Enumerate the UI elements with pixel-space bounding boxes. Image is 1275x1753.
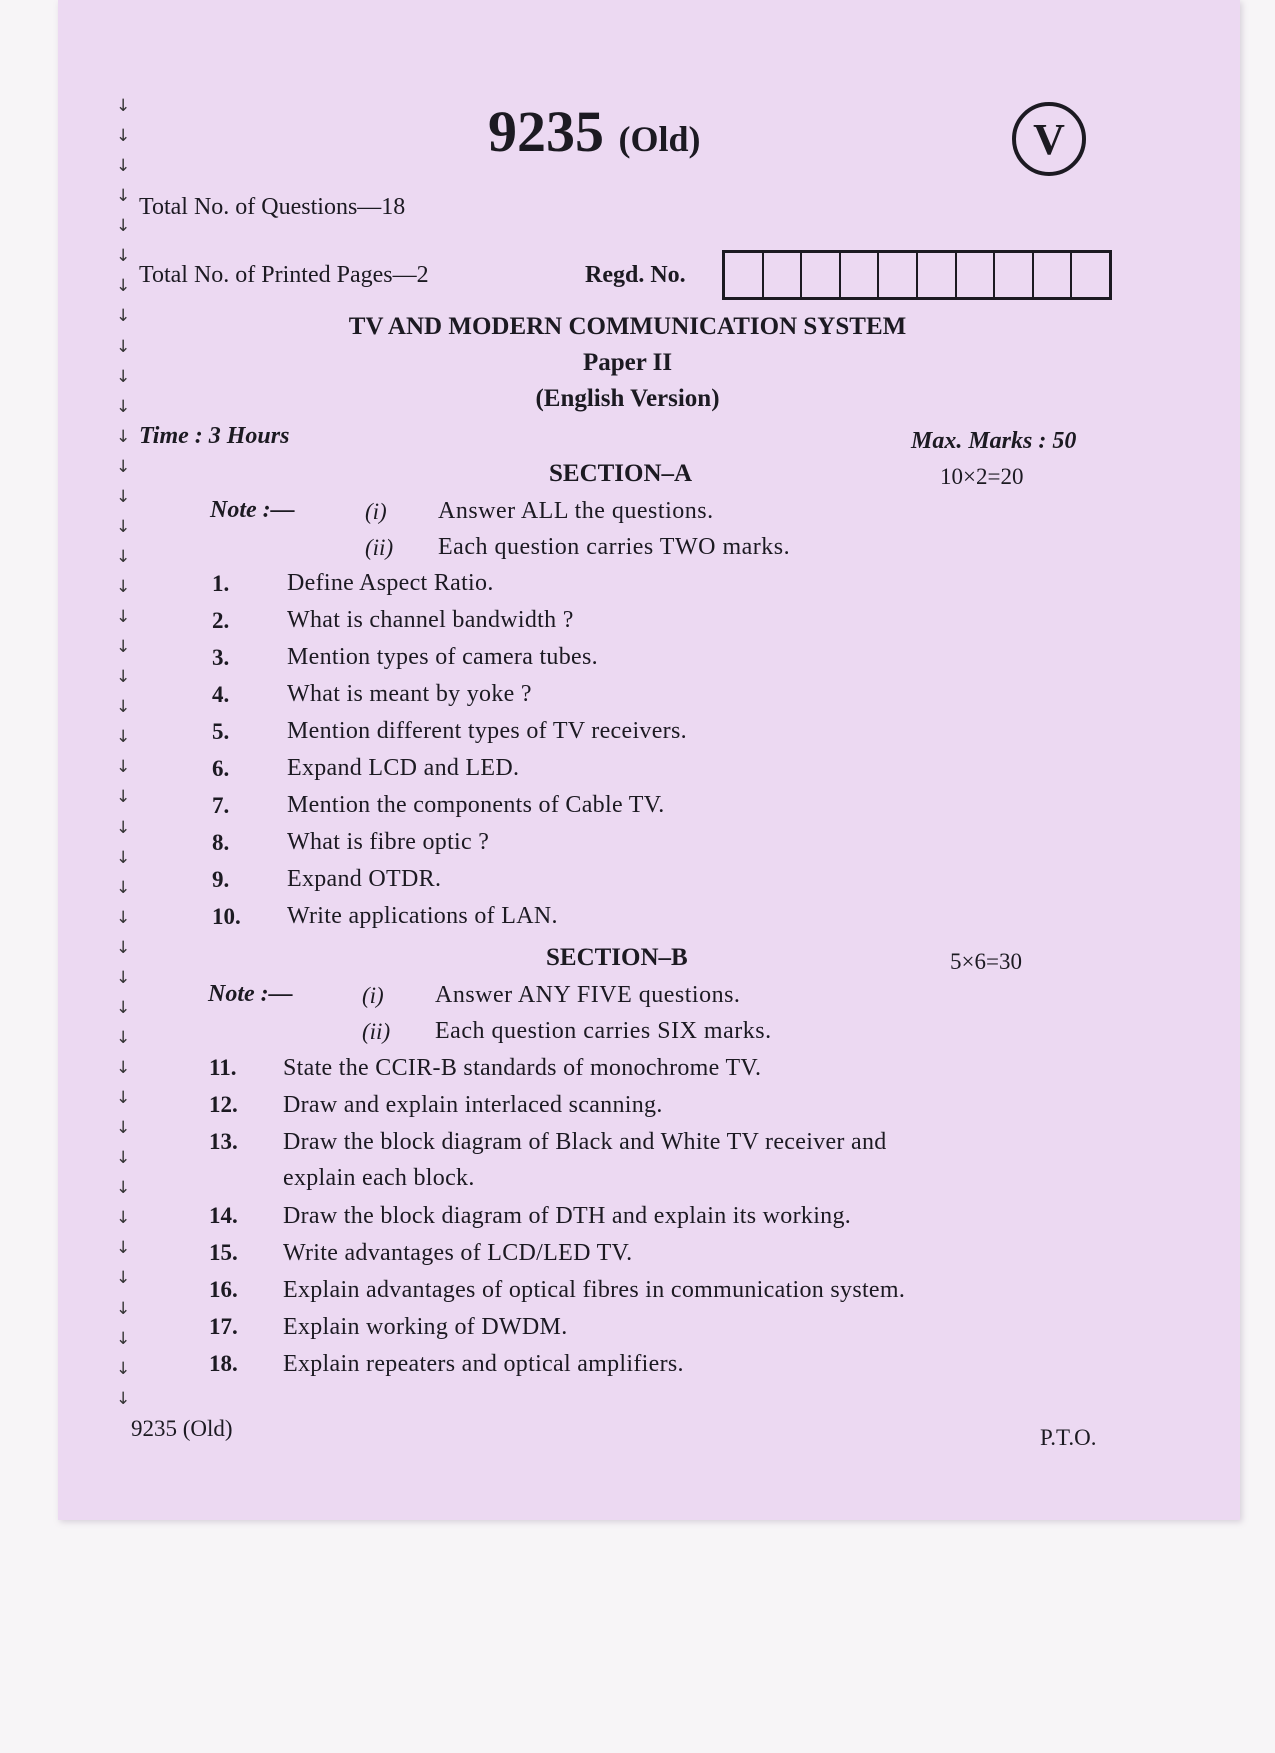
margin-arrow-icon: ↓	[116, 1118, 131, 1139]
question-text: State the CCIR-B standards of monochrome TV.	[283, 1055, 762, 1081]
margin-arrow-icon: ↓	[116, 697, 131, 718]
question-number: 16.	[209, 1277, 238, 1302]
footer-pto: P.T.O.	[1040, 1425, 1097, 1450]
section-a-heading: SECTION–A	[549, 460, 693, 487]
margin-arrow-icon: ↓	[116, 156, 131, 177]
question-text: Define Aspect Ratio.	[287, 570, 494, 596]
question-number: 14.	[209, 1203, 238, 1228]
question-number: 2.	[212, 608, 230, 633]
question-number: 12.	[209, 1092, 238, 1117]
question-text: What is fibre optic ?	[287, 829, 490, 855]
section-b-marks: 5×6=30	[950, 949, 1022, 974]
margin-arrow-icon: ↓	[116, 1238, 131, 1259]
margin-arrow-icon: ↓	[116, 426, 131, 447]
margin-arrow-icon: ↓	[116, 486, 131, 507]
question-text: What is channel bandwidth ?	[287, 607, 574, 633]
question-number: 3.	[212, 645, 230, 670]
question-number: 9.	[212, 867, 230, 892]
regd-digit-box[interactable]	[879, 253, 918, 297]
question-number: 5.	[212, 719, 230, 744]
regd-number-boxes[interactable]	[722, 250, 1112, 300]
margin-arrow-icon: ↓	[116, 456, 131, 477]
regd-digit-box[interactable]	[957, 253, 996, 297]
question-text: Expand OTDR.	[287, 866, 442, 892]
margin-arrow-icon: ↓	[116, 967, 131, 988]
max-marks: Max. Marks : 50	[911, 428, 1077, 454]
paper-code-suffix: (Old)	[618, 119, 701, 159]
question-text: Mention types of camera tubes.	[287, 644, 598, 670]
footer-paper-code: 9235 (Old)	[131, 1416, 233, 1441]
regd-digit-box[interactable]	[995, 253, 1034, 297]
margin-arrow-icon: ↓	[116, 96, 131, 116]
version-badge	[1012, 102, 1086, 176]
section-a-note-num: (ii)	[365, 535, 394, 560]
question-text: explain each block.	[283, 1165, 475, 1191]
version-badge-letter: V	[1033, 114, 1065, 164]
section-b-note-num: (i)	[362, 983, 384, 1008]
question-number: 10.	[212, 904, 241, 929]
question-text: What is meant by yoke ?	[287, 681, 532, 707]
margin-arrow-icon: ↓	[116, 126, 131, 147]
question-number: 15.	[209, 1240, 238, 1265]
margin-arrow-icon: ↓	[116, 396, 131, 417]
regd-digit-box[interactable]	[1072, 253, 1109, 297]
paper-code	[488, 98, 701, 165]
margin-arrow-icon: ↓	[116, 727, 131, 748]
question-number: 7.	[212, 793, 230, 818]
margin-arrow-icon: ↓	[116, 877, 131, 898]
regd-digit-box[interactable]	[725, 253, 764, 297]
total-pages: Total No. of Printed Pages—2	[139, 262, 429, 288]
question-number: 6.	[212, 756, 230, 781]
margin-arrow-icon: ↓	[116, 937, 131, 958]
margin-arrow-icon: ↓	[116, 276, 131, 297]
regd-digit-box[interactable]	[802, 253, 841, 297]
margin-arrow-icon: ↓	[116, 667, 131, 688]
margin-arrow-icon: ↓	[116, 1058, 131, 1078]
margin-arrow-icon: ↓	[116, 1388, 131, 1409]
margin-arrow-icon: ↓	[116, 1268, 131, 1289]
total-questions: Total No. of Questions—18	[139, 194, 406, 220]
margin-arrow-icon: ↓	[116, 306, 131, 327]
question-number: 1.	[212, 571, 230, 596]
question-text: Mention different types of TV receivers.	[287, 718, 687, 744]
question-text: Explain working of DWDM.	[283, 1314, 568, 1340]
question-text: Draw the block diagram of Black and White TV receiver and	[283, 1129, 887, 1155]
section-b-note-label: Note :—	[208, 981, 293, 1007]
section-a-note-text: Each question carries TWO marks.	[438, 534, 791, 560]
regd-digit-box[interactable]	[918, 253, 957, 297]
margin-arrow-icon: ↓	[116, 607, 131, 628]
margin-arrow-icon: ↓	[116, 997, 131, 1018]
margin-arrow-icon: ↓	[116, 516, 131, 537]
margin-arrows	[116, 98, 140, 1408]
section-a-marks: 10×2=20	[940, 464, 1024, 489]
question-number: 11.	[209, 1055, 237, 1080]
question-text: Mention the components of Cable TV.	[287, 792, 665, 818]
section-a-note-label: Note :—	[210, 497, 295, 523]
margin-arrow-icon: ↓	[116, 577, 131, 597]
question-number: 18.	[209, 1351, 238, 1376]
question-number: 8.	[212, 830, 230, 855]
regd-label: Regd. No.	[585, 262, 686, 288]
version-label: (English Version)	[535, 385, 720, 412]
margin-arrow-icon: ↓	[116, 757, 131, 778]
regd-digit-box[interactable]	[764, 253, 803, 297]
question-text: Write applications of LAN.	[287, 903, 558, 929]
question-number: 17.	[209, 1314, 238, 1339]
paper-number: Paper II	[582, 349, 673, 376]
margin-arrow-icon: ↓	[116, 186, 131, 207]
margin-arrow-icon: ↓	[116, 546, 131, 567]
margin-arrow-icon: ↓	[116, 216, 131, 237]
question-text: Explain advantages of optical fibres in communication system.	[283, 1277, 906, 1303]
margin-arrow-icon: ↓	[116, 1178, 131, 1199]
margin-arrow-icon: ↓	[116, 1328, 131, 1349]
margin-arrow-icon: ↓	[116, 1208, 131, 1229]
question-text: Draw the block diagram of DTH and explain its working.	[283, 1203, 852, 1229]
section-b-note-text: Answer ANY FIVE questions.	[435, 982, 741, 1008]
margin-arrow-icon: ↓	[116, 1148, 131, 1169]
margin-arrow-icon: ↓	[116, 246, 131, 267]
margin-arrow-icon: ↓	[116, 787, 131, 808]
margin-arrow-icon: ↓	[116, 817, 131, 838]
margin-arrow-icon: ↓	[116, 637, 131, 658]
section-b-note-text: Each question carries SIX marks.	[435, 1018, 772, 1044]
margin-arrow-icon: ↓	[116, 366, 131, 387]
margin-arrow-icon: ↓	[116, 1088, 131, 1109]
margin-arrow-icon: ↓	[116, 1358, 131, 1379]
question-text: Write advantages of LCD/LED TV.	[283, 1240, 633, 1266]
section-a-note-num: (i)	[365, 499, 387, 524]
exam-time: Time : 3 Hours	[139, 423, 290, 449]
paper-code-number: 9235	[488, 99, 604, 164]
question-number: 13.	[209, 1129, 238, 1154]
regd-digit-box[interactable]	[1034, 253, 1073, 297]
margin-arrow-icon: ↓	[116, 1027, 131, 1048]
section-b-heading: SECTION–B	[546, 944, 688, 971]
margin-arrow-icon: ↓	[116, 1298, 131, 1319]
question-text: Expand LCD and LED.	[287, 755, 520, 781]
regd-digit-box[interactable]	[841, 253, 880, 297]
subject-title: TV AND MODERN COMMUNICATION SYSTEM	[348, 313, 907, 340]
margin-arrow-icon: ↓	[116, 847, 131, 868]
question-text: Explain repeaters and optical amplifiers.	[283, 1351, 684, 1377]
margin-arrow-icon: ↓	[116, 907, 131, 928]
question-number: 4.	[212, 682, 230, 707]
section-b-note-num: (ii)	[362, 1019, 391, 1044]
section-a-note-text: Answer ALL the questions.	[438, 498, 714, 524]
margin-arrow-icon: ↓	[116, 336, 131, 357]
question-text: Draw and explain interlaced scanning.	[283, 1092, 663, 1118]
